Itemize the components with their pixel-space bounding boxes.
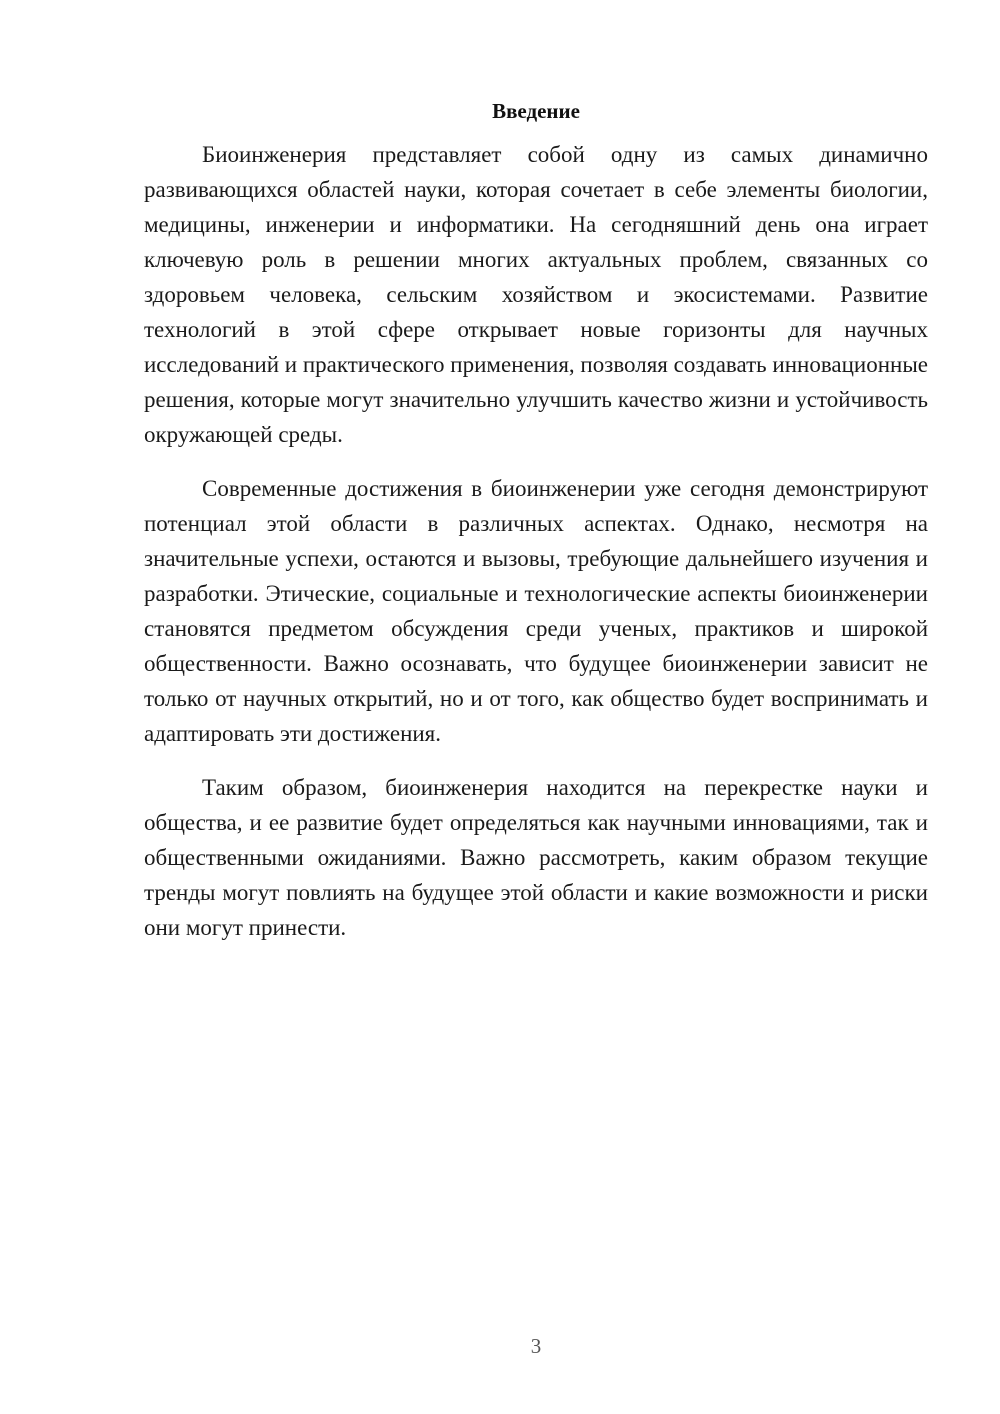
paragraph-3: Таким образом, биоинженерия находится на перекрестке науки и общества, и ее развитие будет определяться как научными инновациями, так и общественными ожиданиями. Важно рассмотреть, каким образом текущие тренды могут повлиять на будущее этой области и какие возможности и риски они могут принести. — [144, 775, 928, 940]
page-number: 3 — [530, 1334, 542, 1358]
page-content — [144, 96, 928, 964]
paragraph-2: Современные достижения в биоинженерии уже сегодня демонстрируют потенциал этой области в различных аспектах. Однако, несмотря на значительные успехи, остаются и вызовы, требующие дальнейшего изучения и разработки. Этические, социальные и технологические аспекты биоинженерии становятся предметом обсуждения среди ученых, практиков и широкой общественности. Важно осознавать, что будущее биоинженерии зависит не только от научных открытий, но и от того, как общество будет воспринимать и адаптировать эти достижения. — [144, 476, 928, 746]
paragraph-1: Биоинженерия представляет собой одну из самых динамично развивающихся областей науки, которая сочетает в себе элементы биологии, медицины, инженерии и информатики. На сегодняшний день она играет ключевую роль в решении многих актуальных проблем, связанных со здоровьем человека, сельским хозяйством и экосистемами. Развитие технологий в этой сфере открывает новые горизонты для научных исследований и практического применения, позволяя создавать инновационные решения, которые могут значительно улучшить качество жизни и устойчивость окружающей среды. — [144, 142, 928, 447]
section-title: Введение — [492, 99, 580, 123]
